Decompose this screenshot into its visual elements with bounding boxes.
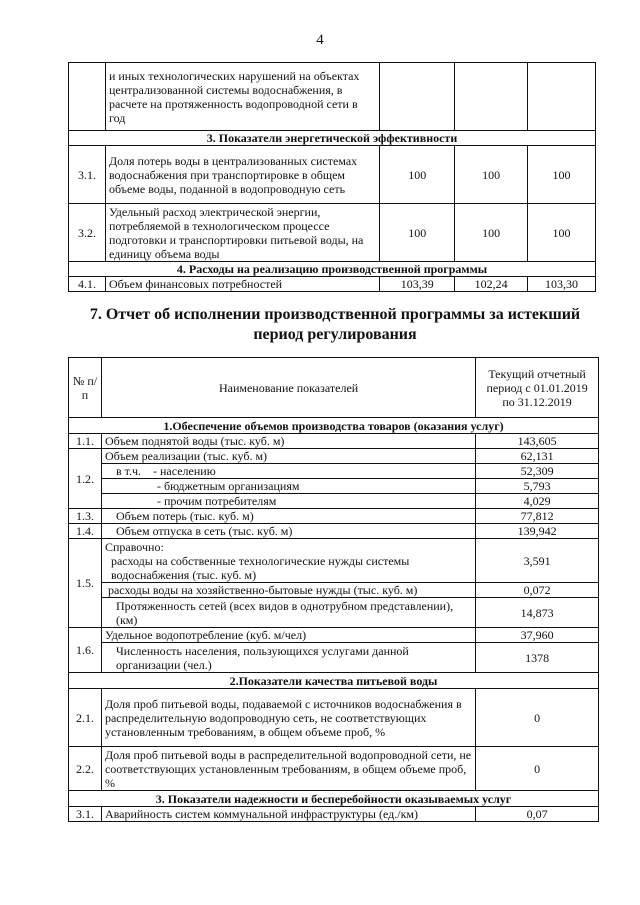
value-cell: 0 bbox=[476, 747, 599, 791]
value-cell: 102,24 bbox=[455, 277, 528, 292]
row-number: 1.5. bbox=[69, 539, 102, 628]
row-number: 2.1. bbox=[69, 689, 102, 747]
section-header bbox=[69, 131, 596, 146]
row-text: Аварийность систем коммунальной инфраструктуры (ед./км) bbox=[101, 807, 475, 822]
row-text: Объем финансовых потребностей bbox=[105, 277, 379, 292]
section-header bbox=[69, 673, 599, 689]
table-row bbox=[69, 63, 596, 131]
table-row bbox=[69, 747, 599, 791]
row-number: 2.2. bbox=[69, 747, 102, 791]
row-subtext: - бюджетным организациям bbox=[101, 479, 475, 494]
section-title: 3. Показатели надежности и бесперебойности оказываемых услуг bbox=[69, 791, 599, 807]
row-text: Объем отпуска в сеть (тыс. куб. м) bbox=[101, 524, 475, 539]
table-indicators-continued bbox=[68, 62, 596, 292]
value-cell: 37,960 bbox=[476, 628, 599, 643]
row-number: 4.1. bbox=[69, 277, 106, 292]
row-text: Доля проб питьевой воды в распределительной водопроводной сети, не соответствующих установленным требованиям, в общем объеме проб, % bbox=[101, 747, 475, 791]
row-subtext: расходы на собственные технологические нужды системы водоснабжения (тыс. куб. м) bbox=[110, 553, 410, 582]
reference-label: Справочно: bbox=[104, 539, 164, 554]
section-header bbox=[69, 791, 599, 807]
value-cell: 100 bbox=[380, 204, 455, 262]
value-cell: 103,30 bbox=[528, 277, 596, 292]
subrow-prefix: в т.ч. bbox=[115, 464, 142, 478]
table-row bbox=[69, 524, 599, 539]
row-text: Удельный расход электрической энергии, потребляемой в технологическом процессе подготовки и транспортировки питьевой воды, на единицу объема воды bbox=[105, 204, 379, 262]
section-title: 1.Обеспечение объемов производства товаров (оказания услуг) bbox=[69, 418, 599, 434]
table-row bbox=[69, 434, 599, 449]
value-cell: 100 bbox=[528, 146, 596, 204]
row-text: и иных технологических нарушений на объектах централизованной системы водоснабжения, в расчете на протяженность водопроводной сети в год bbox=[105, 63, 379, 131]
table-row bbox=[69, 494, 599, 509]
table-row bbox=[69, 539, 599, 583]
value-cell: 52,309 bbox=[476, 464, 599, 479]
table-row bbox=[69, 464, 599, 479]
row-number: 3.1. bbox=[69, 146, 106, 204]
row-subtext bbox=[101, 464, 475, 479]
table-header-row bbox=[69, 358, 599, 418]
value-cell: 100 bbox=[455, 204, 528, 262]
table-row bbox=[69, 583, 599, 598]
table-row bbox=[69, 598, 599, 628]
value-cell: 3,591 bbox=[476, 539, 599, 583]
table-row bbox=[69, 204, 596, 262]
row-number: 1.4. bbox=[69, 524, 102, 539]
row-number: 1.3. bbox=[69, 509, 102, 524]
value-cell: 100 bbox=[528, 204, 596, 262]
table-row bbox=[69, 807, 599, 822]
row-number: 1.6. bbox=[69, 628, 102, 673]
value-cell: 5,793 bbox=[476, 479, 599, 494]
table-row bbox=[69, 689, 599, 747]
row-subtext: Численность населения, пользующихся услугами данной организации (чел.) bbox=[101, 643, 475, 673]
value-cell: 100 bbox=[380, 146, 455, 204]
header-name: Наименование показателей bbox=[101, 358, 475, 418]
row-text: Объем поднятой воды (тыс. куб. м) bbox=[101, 434, 475, 449]
row-subtext: расходы воды на хозяйственно-бытовые нужды (тыс. куб. м) bbox=[101, 583, 475, 598]
row-subtext: - прочим потребителям bbox=[101, 494, 475, 509]
header-number: № п/п bbox=[69, 358, 102, 418]
row-number: 3.2. bbox=[69, 204, 106, 262]
row-number: 1.1. bbox=[69, 434, 102, 449]
section-title: 4. Расходы на реализацию производственной программы bbox=[69, 262, 596, 277]
header-period: Текущий отчетный период с 01.01.2019 по 31.12.2019 bbox=[476, 358, 599, 418]
value-cell: 0 bbox=[476, 689, 599, 747]
row-number: 1.2. bbox=[69, 449, 102, 509]
section-title: 2.Показатели качества питьевой воды bbox=[69, 673, 599, 689]
table-row bbox=[69, 628, 599, 643]
row-text: Объем реализации (тыс. куб. м) bbox=[101, 449, 475, 464]
value-cell: 1378 bbox=[476, 643, 599, 673]
value-cell: 100 bbox=[455, 146, 528, 204]
section-header bbox=[69, 262, 596, 277]
row-subtext: Протяженность сетей (всех видов в однотрубном представлении), (км) bbox=[101, 598, 475, 628]
row-text: Доля потерь воды в централизованных системах водоснабжения при транспортировке в общем объеме воды, поданной в водопроводную сеть bbox=[105, 146, 379, 204]
value-cell: 103,39 bbox=[380, 277, 455, 292]
table-row bbox=[69, 509, 599, 524]
page-number: 4 bbox=[316, 32, 324, 48]
table-row bbox=[69, 146, 596, 204]
value-cell: 62,131 bbox=[476, 449, 599, 464]
value-cell: 143,605 bbox=[476, 434, 599, 449]
subrow-label: - населению bbox=[153, 464, 216, 478]
value-cell: 139,942 bbox=[476, 524, 599, 539]
section-7-title: 7. Отчет об исполнении производственной программы за истекший период регулирования bbox=[89, 306, 581, 343]
value-cell: 0,07 bbox=[476, 807, 599, 822]
section-header bbox=[69, 418, 599, 434]
table-row bbox=[69, 479, 599, 494]
table-row bbox=[69, 277, 596, 292]
row-number: 3.1. bbox=[69, 807, 102, 822]
table-row bbox=[69, 449, 599, 464]
row-text: Объем потерь (тыс. куб. м) bbox=[101, 509, 475, 524]
row-text: Доля проб питьевой воды, подаваемой с источников водоснабжения в распределительную водопроводную сеть, не соответствующих установленным требованиям, в общем объеме проб, % bbox=[101, 689, 475, 747]
row-text: Удельное водопотребление (куб. м/чел) bbox=[101, 628, 475, 643]
row-text bbox=[101, 539, 475, 583]
value-cell: 77,812 bbox=[476, 509, 599, 524]
value-cell: 14,873 bbox=[476, 598, 599, 628]
section-title: 3. Показатели энергетической эффективности bbox=[69, 131, 596, 146]
table-program-report bbox=[68, 357, 599, 822]
table-row bbox=[69, 643, 599, 673]
value-cell: 4,029 bbox=[476, 494, 599, 509]
value-cell: 0,072 bbox=[476, 583, 599, 598]
